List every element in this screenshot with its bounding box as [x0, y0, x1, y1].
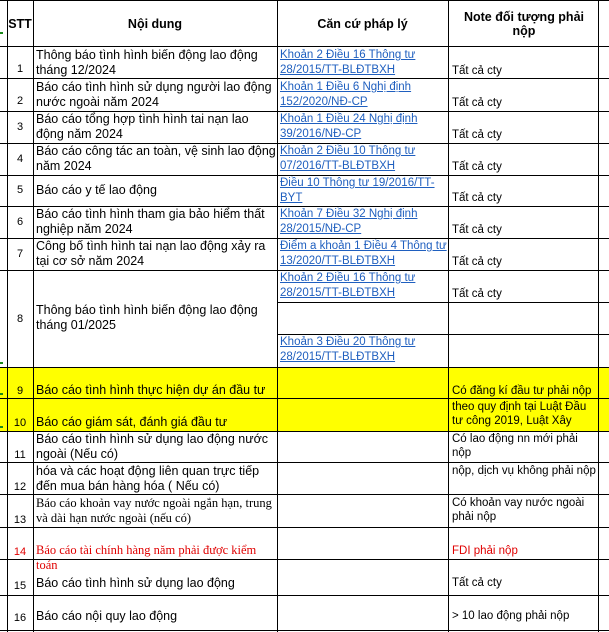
- row-6-legal-link[interactable]: Khoản 7 Điều 32 Nghị định 28/2015/NĐ-CP: [280, 208, 418, 235]
- row-5-content[interactable]: Báo cáo y tế lao động: [36, 183, 157, 197]
- row-4-legal-link[interactable]: Khoản 2 Điều 10 Thông tư 07/2016/TT-BLĐTBXH: [280, 145, 416, 172]
- row-3-content[interactable]: Báo cáo tổng hợp tình hình tai nạn lao động năm 2024: [36, 112, 249, 141]
- row-1-legal-link[interactable]: Khoản 2 Điều 16 Thông tư 28/2015/TT-BLĐTBXH: [280, 49, 416, 76]
- row-13-content[interactable]: Báo cáo khoản vay nước ngoài ngắn hạn, trung và dài hạn nước ngoài (nếu có): [36, 496, 272, 525]
- row-6-note[interactable]: Tất cả cty: [452, 224, 502, 236]
- row-3-note[interactable]: Tất cả cty: [452, 129, 502, 141]
- row-16-content[interactable]: Báo cáo nội quy lao động: [36, 609, 178, 623]
- row-1-content[interactable]: Thông báo tình hình biến động lao động tháng 12/2024: [36, 48, 258, 77]
- header-stt[interactable]: STT: [8, 16, 32, 31]
- row-6-content[interactable]: Báo cáo tình hình tham gia bảo hiểm thất nghiệp năm 2024: [36, 207, 265, 236]
- row-5-legal-link[interactable]: Điều 10 Thông tư 19/2016/TT-BYT: [280, 177, 435, 204]
- header-legal-basis[interactable]: Căn cứ pháp lý: [317, 16, 408, 31]
- row-1-stt[interactable]: 1: [16, 63, 24, 75]
- header-content[interactable]: Nội dung: [127, 16, 183, 31]
- row-3-stt[interactable]: 3: [16, 121, 24, 133]
- row-9-note[interactable]: Có đăng kí đầu tư phải nộp: [452, 385, 592, 397]
- row-7-note[interactable]: Tất cả cty: [452, 256, 502, 268]
- row-1-note[interactable]: Tất cả cty: [452, 65, 502, 77]
- row-2-note[interactable]: Tất cả cty: [452, 97, 502, 109]
- row-13-stt[interactable]: 13: [13, 514, 27, 526]
- error-indicator-icon: [0, 393, 3, 395]
- row-8-content[interactable]: Thông báo tình hình biến động lao động tháng 01/2025: [36, 303, 258, 332]
- row-7-stt[interactable]: 7: [16, 248, 24, 260]
- row-14-note[interactable]: FDI phải nộp: [452, 545, 518, 557]
- row-8-legal-link-a[interactable]: Khoản 2 Điều 16 Thông tư 28/2015/TT-BLĐTBXH: [280, 272, 416, 299]
- error-indicator-icon: [0, 32, 3, 34]
- row-16-note[interactable]: > 10 lao động phải nộp: [452, 610, 570, 622]
- row-4-stt[interactable]: 4: [16, 153, 24, 165]
- row-7-legal-link[interactable]: Điểm a khoản 1 Điều 4 Thông tư 13/2020/TT-BLĐTBXH: [280, 240, 447, 267]
- row-11-stt[interactable]: 11: [14, 449, 26, 461]
- error-indicator-icon: [0, 362, 3, 364]
- row-12-note[interactable]: nộp, dịch vụ không phải nộp: [452, 465, 596, 477]
- row-8-stt[interactable]: 8: [16, 313, 24, 325]
- error-indicator-icon: [0, 426, 3, 428]
- row-4-note[interactable]: Tất cả cty: [452, 161, 502, 173]
- row-4-content[interactable]: Báo cáo công tác an toàn, vệ sinh lao động năm 2024: [36, 144, 276, 173]
- row-10-content[interactable]: Báo cáo giám sát, đánh giá đầu tư: [36, 415, 228, 429]
- row-15-stt[interactable]: 15: [13, 580, 27, 592]
- row-12-stt[interactable]: 12: [13, 481, 27, 493]
- row-9-content[interactable]: Báo cáo tình hình thực hiện dự án đầu tư: [36, 383, 266, 397]
- row-10-note[interactable]: theo quy định tại Luật Đầu tư công 2019, Luật Xây: [452, 401, 587, 427]
- row-8-legal-link-b[interactable]: Khoản 3 Điều 20 Thông tư 28/2015/TT-BLĐTBXH: [280, 336, 416, 363]
- row-15-content[interactable]: Báo cáo tình hình sử dụng lao động: [36, 576, 235, 590]
- row-7-content[interactable]: Công bố tình hình tai nạn lao động xảy ra tại cơ sở năm 2024: [36, 239, 266, 268]
- row-11-content[interactable]: Báo cáo tình hình sử dụng lao động nước ngoài (Nếu có): [36, 432, 269, 461]
- row-10-stt[interactable]: 10: [13, 417, 27, 429]
- row-9-stt[interactable]: 9: [16, 385, 24, 397]
- row-13-note[interactable]: Có khoản vay nước ngoài phải nộp: [452, 497, 585, 523]
- row-2-stt[interactable]: 2: [16, 95, 24, 107]
- row-5-note[interactable]: Tất cả cty: [452, 192, 502, 204]
- row-11-note[interactable]: Có lao động nn mới phải nộp: [452, 433, 578, 459]
- row-6-stt[interactable]: 6: [16, 216, 24, 228]
- row-8-note[interactable]: Tất cả cty: [452, 288, 502, 300]
- row-15-note[interactable]: Tất cả cty: [452, 577, 502, 589]
- row-2-legal-link[interactable]: Khoản 1 Điều 6 Nghị định 152/2020/NĐ-CP: [280, 81, 412, 108]
- header-note[interactable]: Note đối tượng phải nộp: [463, 9, 584, 38]
- row-12-content[interactable]: hóa và các hoạt động liên quan trực tiếp đến mua bán hàng hóa ( Nếu có): [36, 464, 260, 493]
- row-2-content[interactable]: Báo cáo tình hình sử dụng người lao động nước ngoài năm 2024: [36, 80, 272, 109]
- row-3-legal-link[interactable]: Khoản 1 Điều 24 Nghị định 39/2016/NĐ-CP: [280, 113, 418, 140]
- row-16-stt[interactable]: 16: [13, 612, 27, 624]
- row-5-stt[interactable]: 5: [16, 184, 24, 196]
- row-14-content[interactable]: Báo cáo tài chính hàng năm phải được kiểm toán: [36, 543, 257, 572]
- row-14-stt[interactable]: 14: [13, 546, 27, 558]
